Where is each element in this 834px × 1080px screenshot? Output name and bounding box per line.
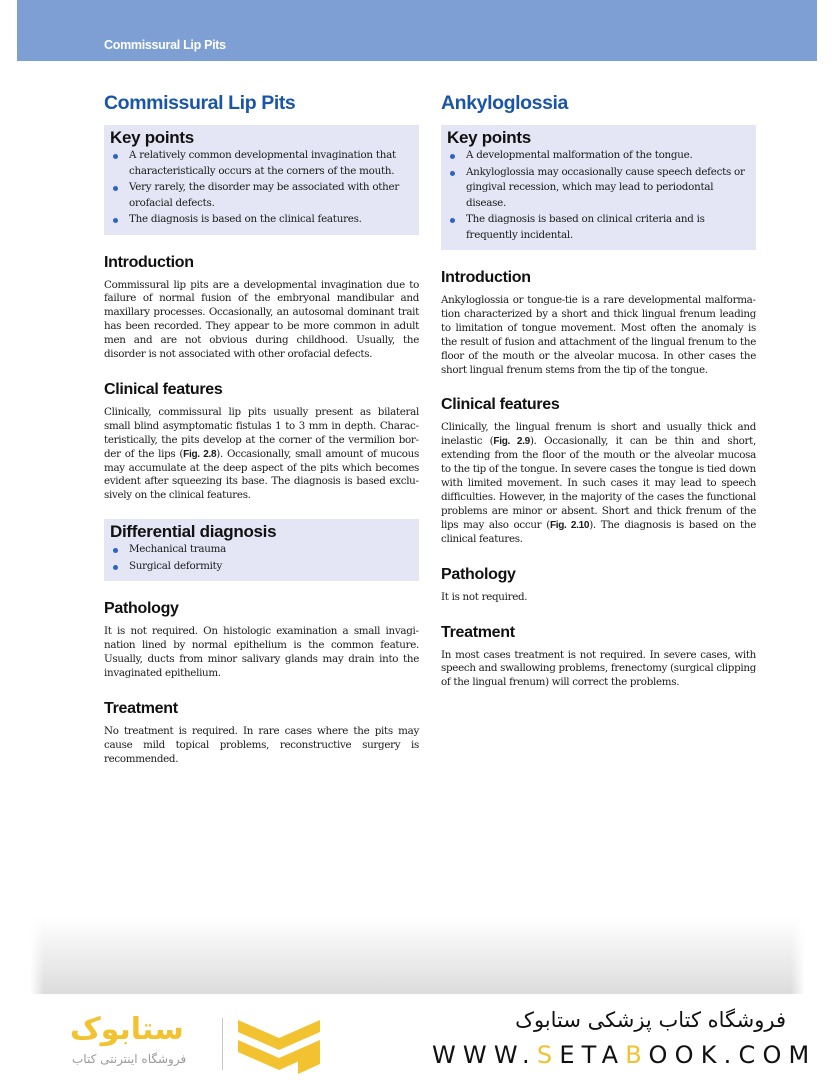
key-points-heading: Key points bbox=[447, 128, 531, 147]
differential-diagnosis-list bbox=[110, 542, 413, 574]
figure-reference-link[interactable]: Fig. 2.8 bbox=[183, 448, 217, 460]
section-title-ankyloglossia: Ankyloglossia bbox=[441, 92, 569, 114]
key-points-box bbox=[441, 125, 756, 250]
url-part-accent: S bbox=[536, 1041, 560, 1069]
running-head bbox=[17, 0, 817, 61]
key-point-text: The diagnosis is based on clinical criteria and is frequently incidental. bbox=[466, 213, 705, 241]
differential-item bbox=[110, 542, 413, 558]
bullet-icon bbox=[113, 565, 118, 570]
logo-wordmark: ستابوک bbox=[70, 1012, 184, 1047]
treatment-text: In most cases treatment is not required. In severe cases, with speech and swallowing problems, frenectomy (surgical clipping of the lingual frenum) will correct the problems. bbox=[441, 648, 756, 689]
differential-diagnosis-box bbox=[104, 519, 419, 581]
clinical-features-text-part: Clinically, commissural lip pits usually present as bilateral small blind asymptomatic fistulas 1 to 3 mm in depth. Characteristically, the pits develop at the corner of the vermilion border of the lips ( bbox=[104, 405, 419, 460]
clinical-features-heading: Clinical features bbox=[441, 396, 560, 414]
key-points-heading: Key points bbox=[110, 128, 194, 147]
treatment-heading: Treatment bbox=[104, 699, 178, 717]
clinical-features-text bbox=[104, 406, 419, 503]
store-name: فروشگاه کتاب پزشکی ستابوک bbox=[515, 1008, 786, 1032]
clinical-features-text-part: Clinically, the lingual frenum is short and usually thick and inelastic ( bbox=[441, 421, 756, 448]
bullet-icon bbox=[450, 154, 455, 159]
introduction-text: Ankyloglossia or tongue-tie is a rare developmental malformation characterized by a short and thick lingual frenum leading to limitation of tongue movement. Most often the anomaly is the result of fusion and attachment of the lingual frenum to the floor of the mouth or the alveolar mucosa. In other cases the short lingual frenum stems from the tip of the tongue. bbox=[441, 294, 756, 376]
column-ankyloglossia bbox=[441, 90, 756, 690]
column-commissural-lip-pits bbox=[104, 90, 419, 767]
key-points-box bbox=[104, 125, 419, 235]
key-point-item bbox=[110, 148, 413, 179]
key-point-item bbox=[447, 165, 750, 212]
store-url-link[interactable] bbox=[432, 1041, 816, 1069]
bullet-icon bbox=[113, 218, 118, 223]
differential-item-text: Mechanical trauma bbox=[129, 543, 227, 556]
bullet-icon bbox=[113, 154, 118, 159]
chevron-logo-icon bbox=[238, 1016, 320, 1076]
logo-divider bbox=[222, 1018, 223, 1070]
treatment-heading: Treatment bbox=[441, 623, 515, 641]
introduction-text: Commissural lip pits are a developmental invagination due to failure of normal fusion of the embryonal mandibular and maxillary processes. Occasionally, an autosomal dominant trait has been recorded. They appear to be more common in adult men and are not obvious during childhood. Usually, the disorder is not associated with other orofacial defects. bbox=[104, 278, 419, 361]
figure-reference-link[interactable]: Fig. 2.9 bbox=[493, 436, 530, 448]
bullet-icon bbox=[113, 548, 118, 553]
key-point-item bbox=[447, 212, 750, 243]
setabook-logo[interactable] bbox=[70, 1012, 330, 1077]
url-part: WWW. bbox=[432, 1041, 537, 1069]
key-point-text: A relatively common developmental invagination that characteristically occurs at the corners of the mouth. bbox=[129, 149, 396, 177]
clinical-features-text-part: ). Occasionally, small amount of mucous may accumulate at the deep aspect of the pits which becomes evident after squeezing its base. The diagnosis is based exclusively on the clinical features. bbox=[104, 447, 419, 502]
key-point-item bbox=[447, 148, 750, 164]
bullet-icon bbox=[113, 186, 118, 191]
bullet-icon bbox=[450, 218, 455, 223]
key-points-list bbox=[447, 148, 750, 243]
bullet-icon bbox=[450, 171, 455, 176]
section-title-commissural-lip-pits: Commissural Lip Pits bbox=[104, 92, 296, 114]
logo-subtitle: فروشگاه اینترنتی کتاب bbox=[72, 1052, 187, 1066]
differential-item-text: Surgical deformity bbox=[129, 559, 223, 572]
key-point-item bbox=[110, 180, 413, 211]
figure-reference-link[interactable]: Fig. 2.10 bbox=[549, 519, 590, 531]
key-point-text: The diagnosis is based on the clinical features. bbox=[129, 213, 362, 225]
url-part: OOK.COM bbox=[648, 1041, 817, 1069]
pathology-text: It is not required. On histologic examination a small invagination lined by normal epithelium is the common feature. Usually, ducts from minor salivary glands may drain into the invaginated epithelium. bbox=[104, 625, 419, 679]
clinical-features-heading: Clinical features bbox=[104, 380, 223, 398]
pathology-text: It is not required. bbox=[441, 590, 528, 603]
key-points-list bbox=[110, 148, 413, 228]
introduction-heading: Introduction bbox=[104, 253, 194, 271]
treatment-text: No treatment is required. In rare cases where the pits may cause mild topical problems, reconstructive surgery is recommended. bbox=[104, 724, 419, 765]
clinical-features-text bbox=[441, 421, 756, 546]
differential-item bbox=[110, 559, 413, 575]
pathology-heading: Pathology bbox=[441, 565, 516, 583]
clinical-features-text-part: ). Occasionally, it can be thin and short, extending from the floor of the mouth or the alveolar mucosa to the tip of the tongue. In severe cases the tongue is tied down with limited movement. In such cases it may lead to speech difficulties. However, in the majority of the cases the functional problems are minor or absent. Short and thick frenum of the lips may also occur ( bbox=[441, 435, 756, 531]
key-point-text: A developmental malformation of the tongue. bbox=[466, 149, 693, 161]
url-part: ETA bbox=[559, 1041, 626, 1069]
page-bottom-shadow bbox=[30, 918, 805, 994]
key-point-item bbox=[110, 212, 413, 228]
differential-diagnosis-heading: Differential diagnosis bbox=[110, 522, 277, 542]
key-point-text: Ankyloglossia may occasionally cause speech defects or gingival recession, which may lead to periodontal disease. bbox=[466, 165, 745, 209]
key-point-text: Very rarely, the disorder may be associated with other orofacial defects. bbox=[129, 181, 400, 209]
clinical-features-text-part: ). The diagnosis is based on the clinical features. bbox=[441, 518, 756, 545]
url-part-accent: B bbox=[625, 1041, 649, 1069]
running-head-title: Commissural Lip Pits bbox=[104, 38, 226, 52]
introduction-heading: Introduction bbox=[441, 269, 531, 286]
pathology-heading: Pathology bbox=[104, 600, 179, 618]
